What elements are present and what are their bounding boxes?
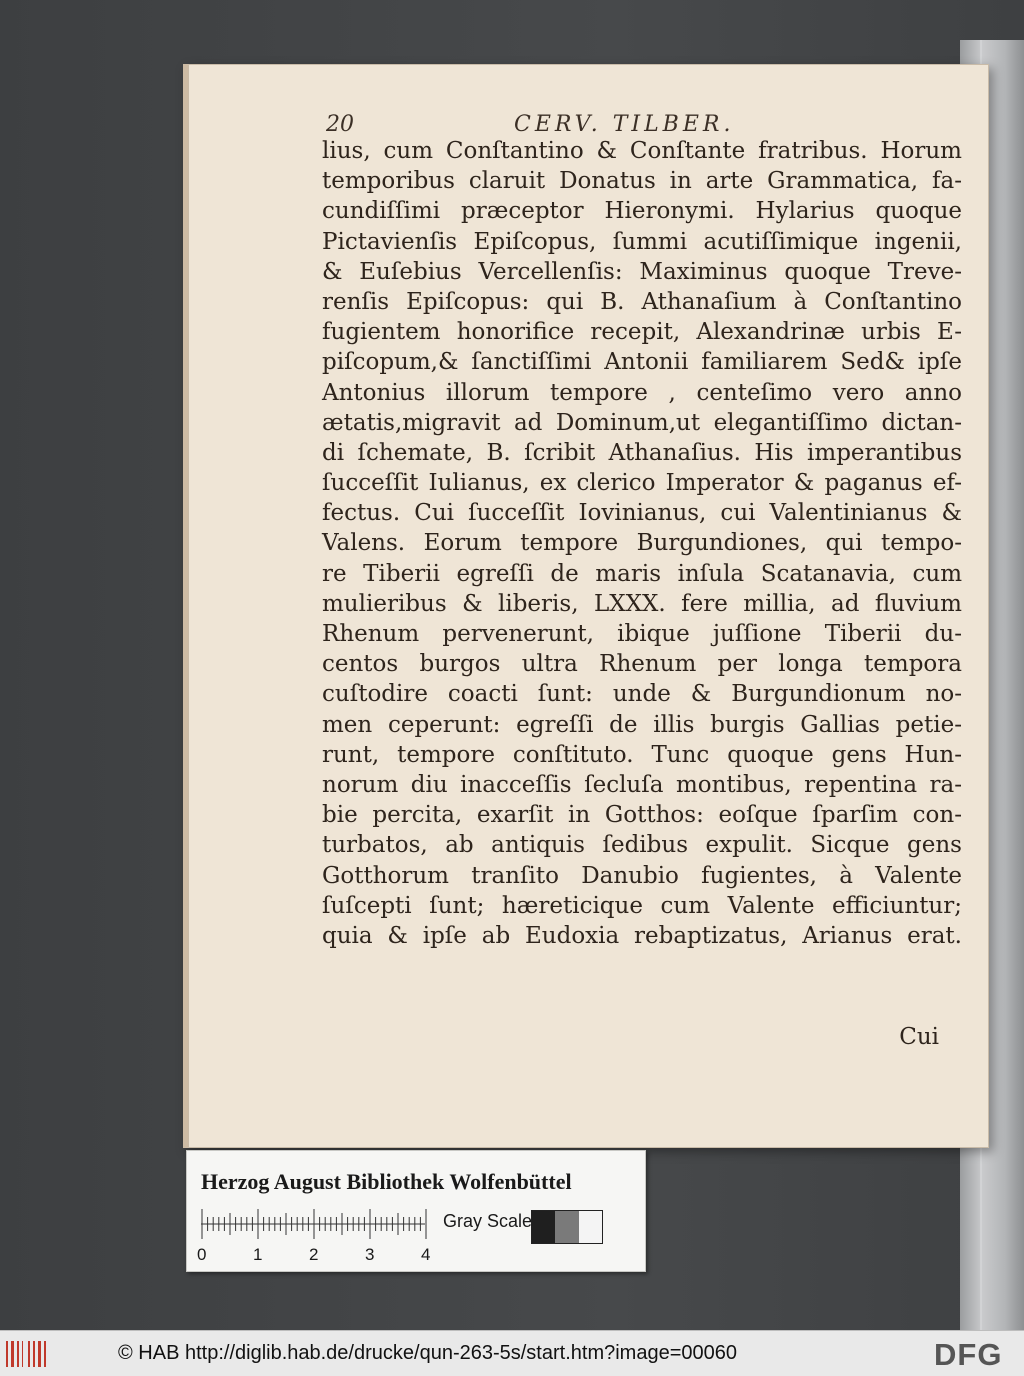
ruler-label: 1 (253, 1245, 263, 1264)
ruler-labels (195, 1245, 431, 1269)
barcode-icon (6, 1341, 48, 1367)
text-line: bie percita, exarſit in Gotthos: eoſque ſparſim con- (322, 802, 962, 829)
body-text (322, 136, 962, 951)
text-line: cundiſſimi præceptor Hieronymi. Hylarius quoque (322, 198, 962, 225)
color-reference-card (186, 1150, 646, 1272)
text-line: centos burgos ultra Rhenum per longa tempora (322, 651, 962, 678)
copyright-link[interactable]: © HAB http://diglib.hab.de/drucke/qun-263-5s/start.htm?image=00060 (118, 1342, 737, 1364)
text-line: fectus. Cui ſucceſſit Iovinianus, cui Valentinianus & (322, 500, 962, 527)
text-line: Valens. Eorum tempore Burgundiones, qui tempo- (322, 530, 962, 557)
text-line: ſuſcepti ſunt; hæreticique cum Valente efficiuntur; (322, 892, 962, 919)
footer-bar (0, 1330, 1024, 1376)
text-line: fugientem honorifice recepit, Alexandrinæ urbis E- (322, 319, 962, 346)
gray-patch-light (579, 1211, 602, 1243)
text-line: di ſchemate, B. ſcribit Athanaſius. His imperantibus (322, 439, 962, 466)
text-line: re Tiberii egreſſi de maris inſula Scatanavia, cum (322, 560, 962, 587)
ruler-label: 2 (309, 1245, 319, 1264)
text-line: cuſtodire coacti ſunt: unde & Burgundionum no- (322, 681, 962, 708)
running-head: CERV. TILBER. (514, 112, 735, 137)
gray-scale-label: Gray Scale (443, 1211, 533, 1231)
text-line: norum diu inacceſſis ſecluſa montibus, repentina ra- (322, 771, 962, 798)
gray-patch-mid (555, 1211, 578, 1243)
ruler-scale (201, 1209, 427, 1239)
card-title: Herzog August Bibliothek Wolfenbüttel (201, 1169, 572, 1194)
text-line: runt, tempore conſtituto. Tunc quoque gens Hun- (322, 741, 962, 768)
gray-patch-dark (532, 1211, 555, 1243)
text-line: ſucceſſit Iulianus, ex clerico Imperator & paganus ef- (322, 470, 962, 497)
ruler-label: 4 (421, 1245, 431, 1264)
text-line: turbatos, ab antiquis ſedibus expulit. Sicque gens (322, 832, 962, 859)
page-number: 20 (326, 112, 354, 137)
text-line: Pictavienſis Epiſcopus, ſummi acutiſſimique ingenii, (322, 228, 962, 255)
book-page (183, 64, 989, 1148)
text-line: men ceperunt: egreſſi de illis burgis Gallias petie- (322, 711, 962, 738)
text-line: mulieribus & liberis, LXXX. fere millia, ad fluvium (322, 590, 962, 617)
text-line: lius, cum Conſtantino & Conſtante fratribus. Horum (322, 138, 962, 164)
text-line: renſis Epiſcopus: qui B. Athanaſium à Conſtantino (322, 288, 962, 315)
text-line: Antonius illorum tempore , centeſimo vero anno (322, 379, 962, 406)
text-line: temporibus claruit Donatus in arte Grammatica, fa- (322, 168, 962, 195)
ruler-label: 0 (197, 1245, 207, 1264)
text-line: Rhenum pervenerunt, ibique juſſione Tiberii du- (322, 621, 962, 647)
text-line: ætatis,migravit ad Dominum,ut elegantiſſimo dictan- (322, 409, 962, 436)
dfg-logo: DFG (934, 1337, 1003, 1372)
text-line: piſcopum,& ſanctiſſimi Antonii familiarem Sed& ipſe (322, 349, 962, 376)
text-line: & Euſebius Vercellenſis: Maximinus quoque Treve- (322, 258, 962, 285)
text-line: quia & ipſe ab Eudoxia rebaptizatus, Arianus erat. (322, 922, 962, 949)
text-line: Gotthorum tranſito Danubio fugientes, à Valente (322, 862, 962, 889)
ruler-label: 3 (365, 1245, 375, 1264)
catchword: Cui (899, 1024, 939, 1050)
gray-scale-patches (531, 1210, 603, 1244)
